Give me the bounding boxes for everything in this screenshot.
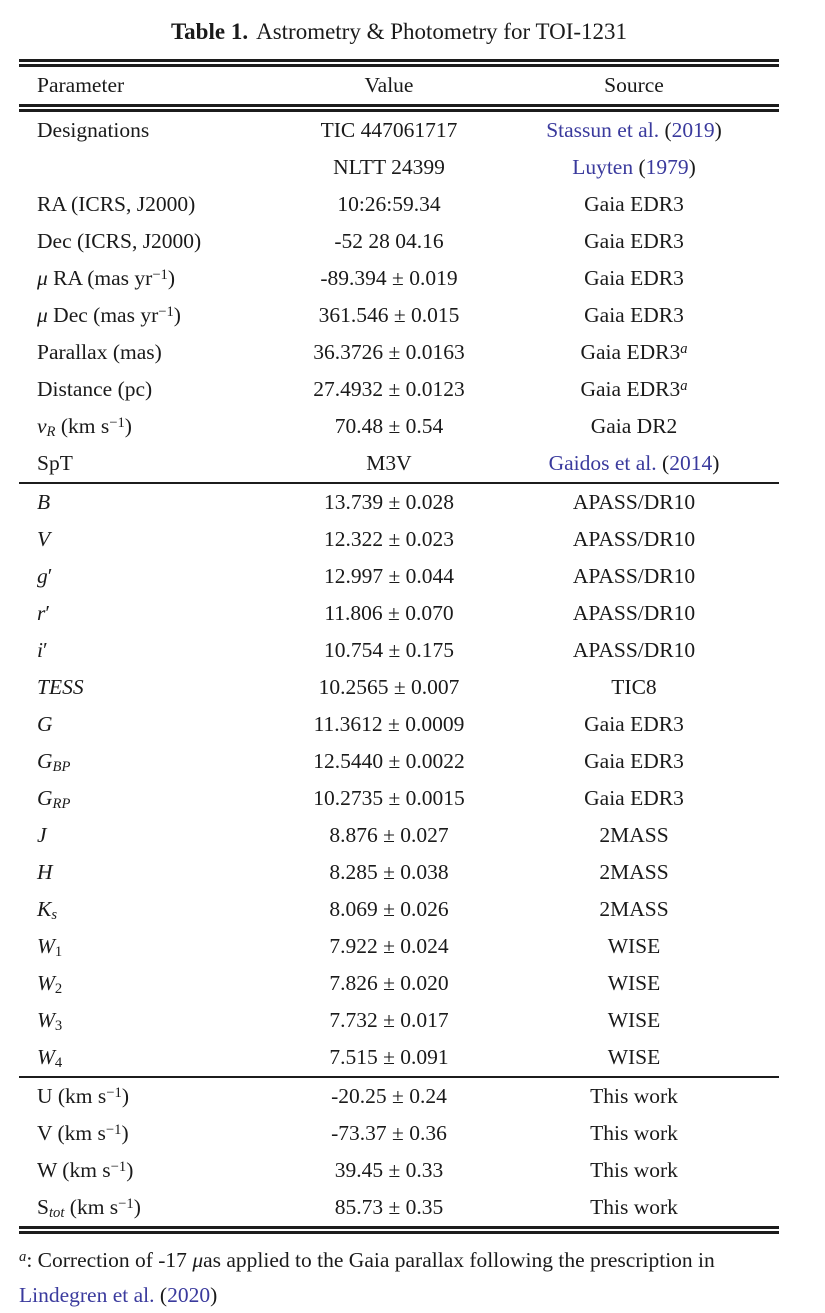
value-cell: 36.3726 ± 0.0163	[313, 340, 465, 364]
table-row	[19, 297, 779, 334]
source-cell: Gaia EDR3	[584, 229, 684, 253]
table-row	[19, 260, 779, 297]
source-cell: This work	[590, 1121, 678, 1145]
table-row	[19, 149, 779, 186]
citation-link[interactable]: 2014	[669, 451, 713, 475]
parameter-cell: r′	[37, 601, 51, 625]
table-row	[19, 445, 779, 483]
value-cell: 7.515 ± 0.091	[329, 1045, 449, 1069]
source-cell: Gaia EDR3$^a$	[580, 340, 688, 364]
value-cell: -73.37 ± 0.36	[331, 1121, 447, 1145]
source-cell: Gaia EDR3	[584, 749, 684, 773]
table-row	[19, 780, 779, 817]
table-row	[19, 928, 779, 965]
source-cell: This work	[590, 1158, 678, 1182]
value-cell: 85.73 ± 0.35	[334, 1195, 444, 1219]
parameter-cell: $W_3$	[37, 1008, 63, 1034]
parameter-cell: Parallax (mas)	[37, 340, 162, 364]
table-row	[19, 1189, 779, 1230]
value-cell: 10.2565 ± 0.007	[318, 675, 460, 699]
table-row	[19, 743, 779, 780]
value-cell: 10.754 ± 0.175	[323, 638, 455, 662]
value-cell: -89.394 ± 0.019	[320, 266, 458, 290]
value-cell: 8.285 ± 0.038	[329, 860, 449, 884]
table-row	[19, 186, 779, 223]
table-row	[19, 521, 779, 558]
source-cell: APASS/DR10	[572, 490, 696, 514]
parameter-cell: g′	[37, 564, 53, 588]
source-cell: 2MASS	[599, 897, 669, 921]
section-astrometry	[19, 108, 779, 483]
parameter-cell: H	[37, 860, 53, 884]
parameter-cell: $v_R$ (km $s^{-1}$)	[37, 414, 132, 440]
table-row	[19, 595, 779, 632]
source-cell: Luyten (1979)	[572, 155, 696, 179]
parameter-cell: $S_{tot}$ (km $s^{-1}$)	[37, 1195, 141, 1221]
parameter-cell: $K_s$	[37, 897, 58, 923]
parameter-cell: W (km $s^{-1}$)	[37, 1158, 134, 1182]
table-row	[19, 632, 779, 669]
value-cell: 7.732 ± 0.017	[329, 1008, 449, 1032]
parameter-cell: U (km $s^{-1}$)	[37, 1084, 129, 1108]
source-cell: 2MASS	[599, 823, 669, 847]
table-caption	[19, 18, 779, 46]
citation-link[interactable]: 1979	[645, 155, 689, 179]
source-cell: This work	[590, 1084, 678, 1108]
parameter-cell: $W_2$	[37, 971, 63, 997]
citation-link[interactable]: Stassun et al.	[546, 118, 660, 142]
table-row	[19, 1152, 779, 1189]
table-row	[19, 669, 779, 706]
value-cell: -52 28 04.16	[334, 229, 444, 253]
citation-link[interactable]: 2019	[671, 118, 715, 142]
parameter-cell: μ RA (mas $yr^{-1}$)	[37, 266, 176, 290]
column-header-parameter: Parameter	[37, 73, 125, 97]
source-cell: Stassun et al. (2019)	[546, 118, 722, 142]
source-cell: WISE	[607, 934, 661, 958]
parameter-cell: TESS	[37, 675, 84, 699]
table-row	[19, 371, 779, 408]
parameter-cell: μ Dec (mas $yr^{-1}$)	[37, 303, 181, 327]
parameter-cell: $G_{RP}$	[37, 786, 71, 812]
value-cell: TIC 447061717	[320, 118, 458, 142]
table-row	[19, 558, 779, 595]
parameter-cell: i′	[37, 638, 48, 662]
table-row	[19, 334, 779, 371]
value-cell: 7.922 ± 0.024	[329, 934, 449, 958]
value-cell: 8.876 ± 0.027	[329, 823, 449, 847]
table-row	[19, 817, 779, 854]
source-cell: Gaia EDR3$^a$	[580, 377, 688, 401]
table-footnote: $^a$: Correction of -17 μas applied to the Gaia parallax following the prescription in Lindegren et al. (2020)	[19, 1248, 715, 1307]
source-cell: WISE	[607, 1008, 661, 1032]
table-row	[19, 1039, 779, 1077]
table-caption-text: Astrometry & Photometry for TOI-1231	[256, 19, 628, 44]
source-cell: Gaia EDR3	[584, 192, 684, 216]
table-row	[19, 108, 779, 149]
citation-link[interactable]: Luyten	[572, 155, 634, 179]
citation-link[interactable]: 2020	[167, 1283, 211, 1307]
value-cell: 27.4932 ± 0.0123	[313, 377, 465, 401]
parameter-cell: $G_{BP}$	[37, 749, 71, 775]
table-caption-label: Table 1.	[170, 19, 249, 44]
source-cell: 2MASS	[599, 860, 669, 884]
source-cell: WISE	[607, 971, 661, 995]
table-header	[19, 63, 779, 108]
parameter-cell: V	[37, 527, 51, 551]
value-cell: -20.25 ± 0.24	[331, 1084, 447, 1108]
source-cell: APASS/DR10	[572, 601, 696, 625]
parameter-cell: SpT	[37, 451, 73, 475]
value-cell: 10.2735 ± 0.0015	[313, 786, 465, 810]
source-cell: TIC8	[611, 675, 657, 699]
value-cell: M3V	[366, 451, 412, 475]
value-cell: 12.5440 ± 0.0022	[313, 749, 465, 773]
source-cell: Gaia EDR3	[584, 712, 684, 736]
parameter-cell: B	[37, 490, 51, 514]
source-cell: Gaia DR2	[590, 414, 678, 438]
parameter-cell: RA (ICRS, J2000)	[37, 192, 196, 216]
value-cell: 10:26:59.34	[337, 192, 441, 216]
source-cell: WISE	[607, 1045, 661, 1069]
value-cell: 361.546 ± 0.015	[318, 303, 460, 327]
column-header-source: Source	[604, 73, 664, 97]
source-cell: APASS/DR10	[572, 638, 696, 662]
parameter-cell: V (km $s^{-1}$)	[37, 1121, 129, 1145]
column-header-value: Value	[364, 73, 414, 97]
source-cell: Gaia EDR3	[584, 266, 684, 290]
astrometry-photometry-table	[19, 59, 779, 1234]
table-row	[19, 223, 779, 260]
value-cell: 12.997 ± 0.044	[323, 564, 455, 588]
value-cell: 7.826 ± 0.020	[329, 971, 449, 995]
value-cell: 70.48 ± 0.54	[334, 414, 444, 438]
source-cell: This work	[590, 1195, 678, 1219]
parameter-cell: Designations	[37, 118, 150, 142]
parameter-cell: Distance (pc)	[37, 377, 153, 401]
citation-link[interactable]: Lindegren et al.	[19, 1283, 155, 1307]
table-row	[19, 408, 779, 445]
value-cell: 11.806 ± 0.070	[324, 601, 454, 625]
parameter-cell: J	[37, 823, 47, 847]
table-row	[19, 483, 779, 521]
table-row	[19, 706, 779, 743]
parameter-cell: $W_1$	[37, 934, 63, 960]
section-photometry	[19, 483, 779, 1077]
source-cell: Gaidos et al. (2014)	[548, 451, 720, 475]
value-cell: 12.322 ± 0.023	[323, 527, 455, 551]
section-kinematics	[19, 1077, 779, 1230]
source-cell: APASS/DR10	[572, 564, 696, 588]
source-cell: Gaia EDR3	[584, 303, 684, 327]
parameter-cell: $W_4$	[37, 1045, 63, 1071]
citation-link[interactable]: Gaidos et al.	[548, 451, 657, 475]
source-cell: APASS/DR10	[572, 527, 696, 551]
source-cell: Gaia EDR3	[584, 786, 684, 810]
table-row	[19, 1077, 779, 1115]
table-row	[19, 1002, 779, 1039]
value-cell: NLTT 24399	[333, 155, 445, 179]
value-cell: 11.3612 ± 0.0009	[313, 712, 465, 736]
table-row	[19, 965, 779, 1002]
header-row	[19, 63, 779, 108]
value-cell: 8.069 ± 0.026	[329, 897, 449, 921]
parameter-cell: Dec (ICRS, J2000)	[37, 229, 202, 253]
value-cell: 39.45 ± 0.33	[334, 1158, 444, 1182]
table-row	[19, 891, 779, 928]
table-row	[19, 1115, 779, 1152]
value-cell: 13.739 ± 0.028	[323, 490, 455, 514]
table-row	[19, 854, 779, 891]
parameter-cell: G	[37, 712, 53, 736]
parameter-cell	[19, 149, 289, 186]
